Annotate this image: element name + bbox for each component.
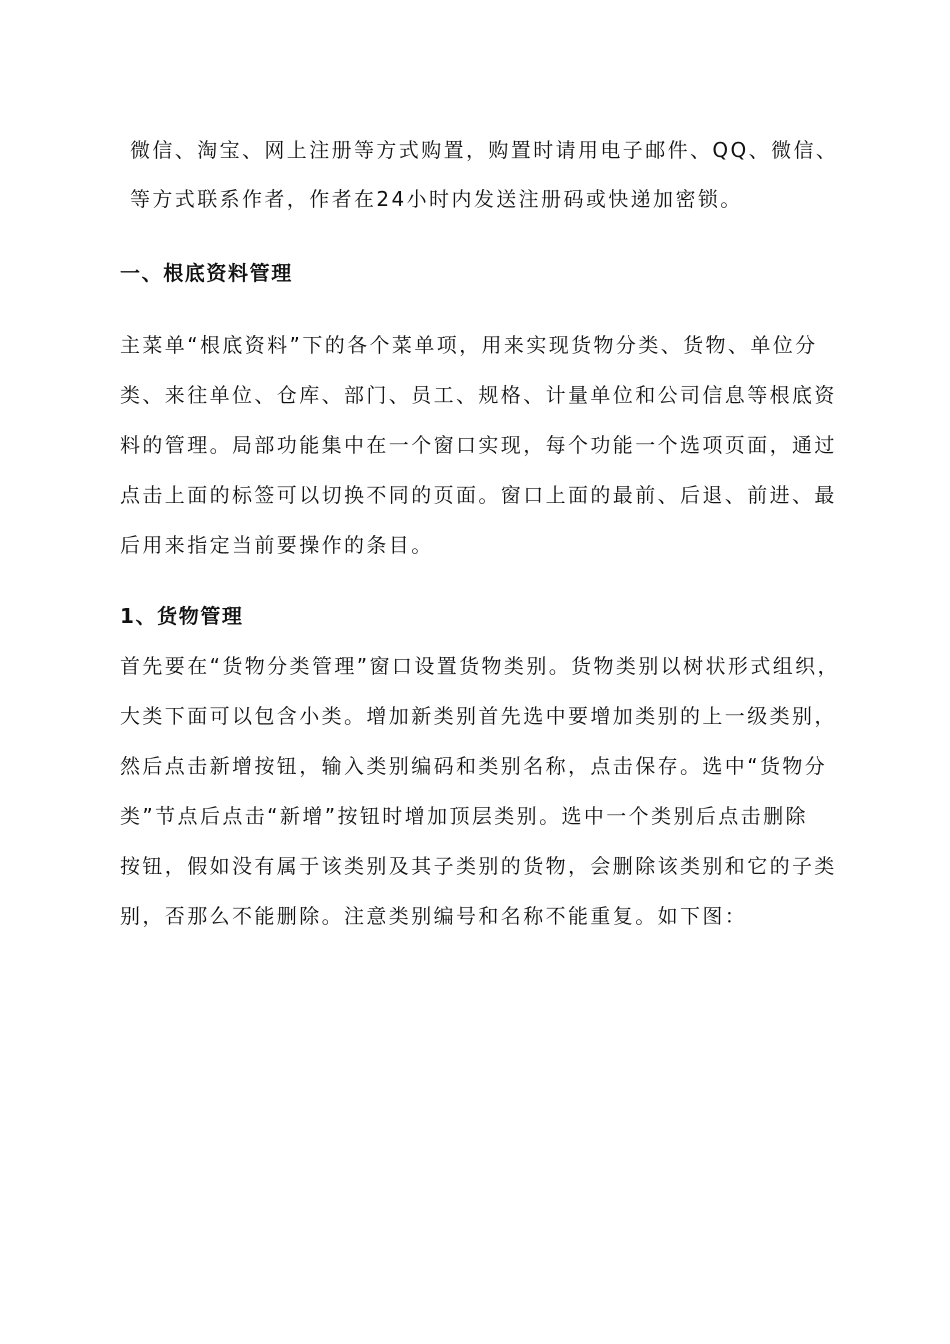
section-heading-basic-data: 一、根底资料管理 xyxy=(120,261,293,285)
intro-line-2: 等方式联系作者，作者在24小时内发送注册码或快递加密锁。 xyxy=(130,187,743,211)
subsection1-line-1: 首先要在“货物分类管理”窗口设置货物类别。货物类别以树状形式组织， xyxy=(120,654,840,678)
section1-line-2: 类、来往单位、仓库、部门、员工、规格、计量单位和公司信息等根底资 xyxy=(120,383,837,407)
subsection1-line-6: 别，否那么不能删除。注意类别编号和名称不能重复。如下图： xyxy=(120,904,748,928)
subsection1-line-2: 大类下面可以包含小类。增加新类别首先选中要增加类别的上一级类别， xyxy=(120,704,837,728)
section1-line-3: 料的管理。局部功能集中在一个窗口实现，每个功能一个选项页面，通过 xyxy=(120,433,837,457)
subsection1-line-4: 类”节点后点击“新增”按钮时增加顶层类别。选中一个类别后点击删除 xyxy=(120,804,808,828)
subsection-heading-goods: 1、货物管理 xyxy=(120,604,244,628)
section1-line-1: 主菜单“根底资料”下的各个菜单项，用来实现货物分类、货物、单位分 xyxy=(120,333,818,357)
subsection1-line-5: 按钮，假如没有属于该类别及其子类别的货物，会删除该类别和它的子类 xyxy=(120,854,837,878)
section1-line-4: 点击上面的标签可以切换不同的页面。窗口上面的最前、后退、前进、最 xyxy=(120,483,837,507)
section1-line-5: 后用来指定当前要操作的条目。 xyxy=(120,533,434,557)
subsection1-line-3: 然后点击新增按钮，输入类别编码和类别名称，点击保存。选中“货物分 xyxy=(120,754,828,778)
intro-line-1: 微信、淘宝、网上注册等方式购置，购置时请用电子邮件、QQ、微信、 xyxy=(130,138,839,162)
